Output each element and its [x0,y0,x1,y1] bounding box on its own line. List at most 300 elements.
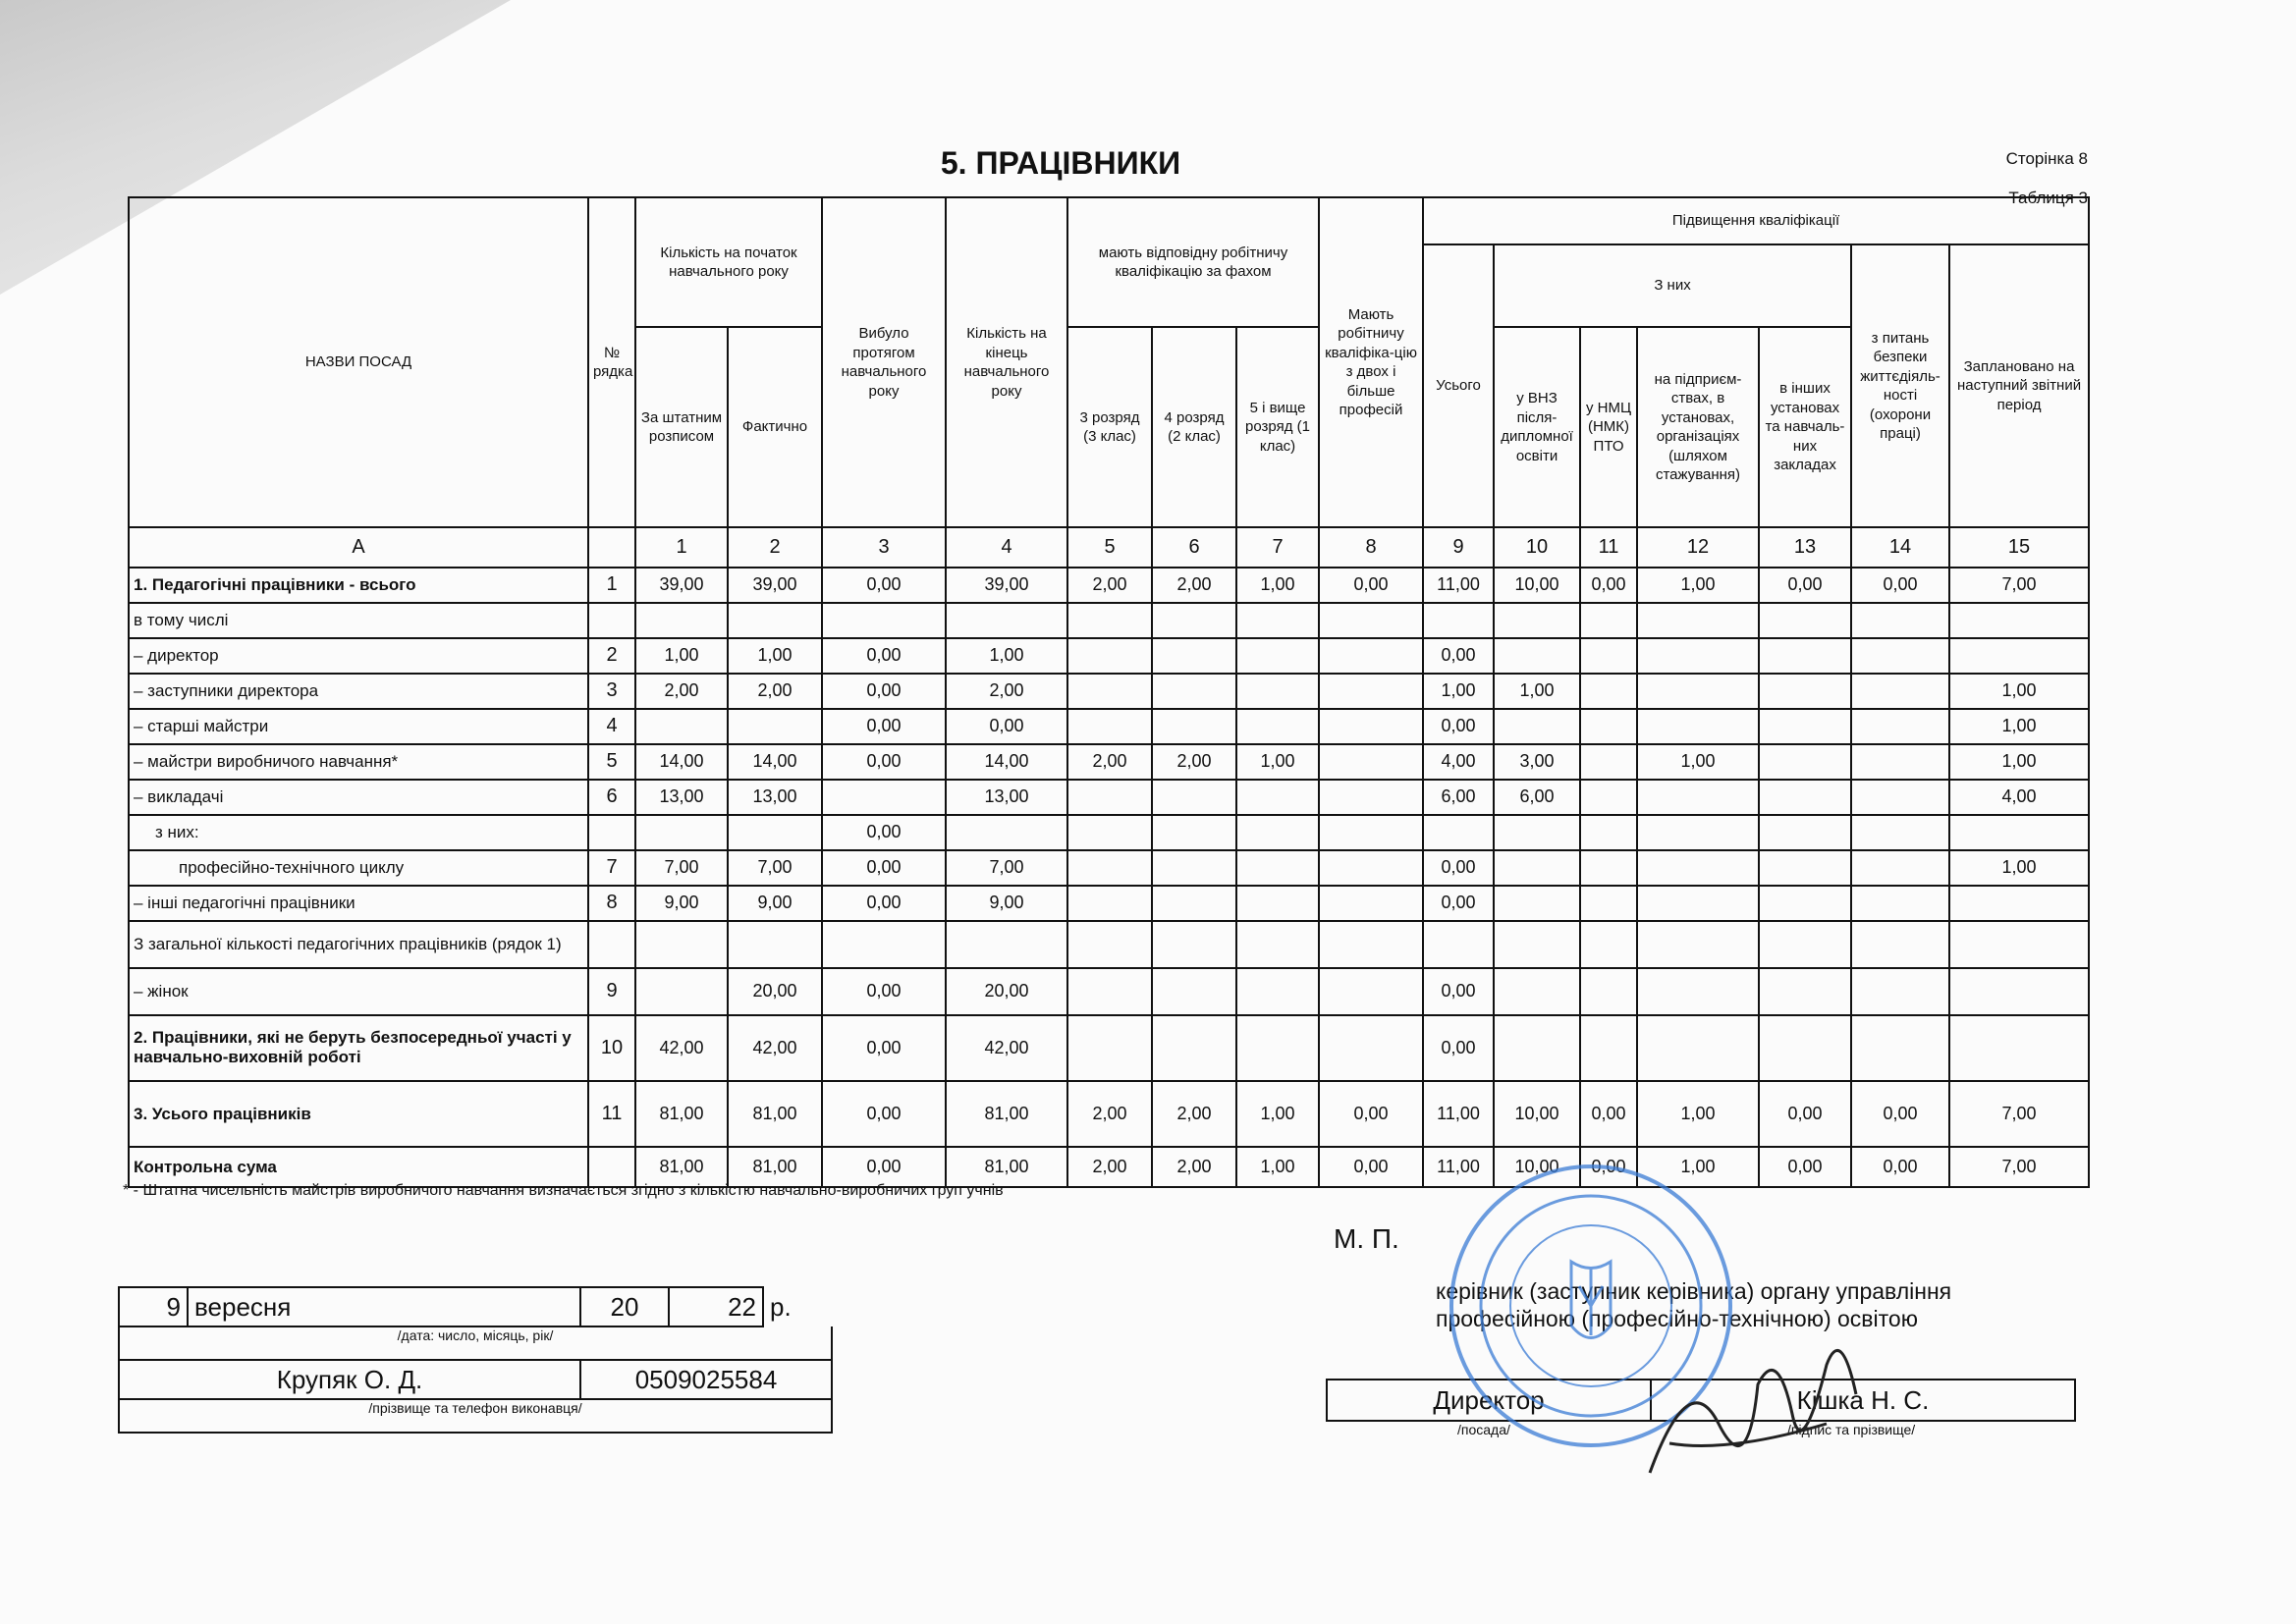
executor-phone: 0509025584 [580,1360,832,1399]
row-label: 1. Педагогічні працівники - всього [129,568,588,603]
value-cell [1494,886,1580,921]
header-safety: з питань безпеки життєдіяль-ності (охорони праці) [1851,244,1949,527]
value-cell: 6,00 [1494,780,1580,815]
row-number: 9 [588,968,635,1015]
value-cell [1236,674,1319,709]
value-cell: 7,00 [1949,1147,2089,1187]
value-cell: 0,00 [1423,968,1494,1015]
value-cell [1580,603,1637,638]
column-number-cell: 4 [946,527,1067,568]
value-cell: 0,00 [822,1015,946,1081]
value-cell [1494,603,1580,638]
value-cell [1067,603,1152,638]
row-number [588,815,635,850]
value-cell [1319,815,1423,850]
value-cell: 0,00 [1759,1147,1851,1187]
value-cell: 14,00 [946,744,1067,780]
date-year-mark: р. [770,1291,792,1322]
header-vnz: у ВНЗ після-дипломної освіти [1494,327,1580,527]
value-cell [1319,921,1423,968]
value-cell: 6,00 [1423,780,1494,815]
row-label: професійно-технічного циклу [129,850,588,886]
value-cell: 0,00 [822,1081,946,1147]
header-multi-profession: Мають робітничу кваліфіка-цію з двох і більше професій [1319,197,1423,527]
value-cell [1152,603,1236,638]
value-cell [1494,815,1580,850]
value-cell [635,921,728,968]
value-cell [1152,968,1236,1015]
value-cell: 81,00 [946,1147,1067,1187]
value-cell: 2,00 [1067,744,1152,780]
table-row [129,921,2089,968]
date-caption: /дата: число, місяць, рік/ [119,1326,832,1360]
value-cell: 1,00 [1949,709,2089,744]
value-cell [1494,638,1580,674]
value-cell [1067,674,1152,709]
head-title-line-2: професійною (професійно-технічною) освітою [1436,1306,1918,1331]
value-cell [1637,1015,1759,1081]
row-number: 3 [588,674,635,709]
value-cell: 20,00 [946,968,1067,1015]
value-cell [1236,638,1319,674]
value-cell: 39,00 [946,568,1067,603]
value-cell [1851,638,1949,674]
value-cell: 2,00 [728,674,822,709]
value-cell: 0,00 [1759,1081,1851,1147]
value-cell: 0,00 [1423,638,1494,674]
value-cell [635,815,728,850]
value-cell [946,815,1067,850]
value-cell: 0,00 [1423,850,1494,886]
value-cell: 13,00 [946,780,1067,815]
value-cell: 1,00 [1423,674,1494,709]
value-cell: 0,00 [1319,1081,1423,1147]
row-number: 10 [588,1015,635,1081]
value-cell: 0,00 [1423,1015,1494,1081]
value-cell [1494,1015,1580,1081]
value-cell: 2,00 [1067,568,1152,603]
date-year-prefix: 20 [580,1287,669,1326]
value-cell [1851,850,1949,886]
value-cell: 0,00 [822,744,946,780]
table-row [129,674,2089,709]
column-number-cell: 7 [1236,527,1319,568]
value-cell [635,603,728,638]
value-cell [1319,968,1423,1015]
row-label: 2. Працівники, які не беруть безпосередньої участі у навчально-виховній роботі [129,1015,588,1081]
executor-name: Крупяк О. Д. [119,1360,580,1399]
value-cell [1637,968,1759,1015]
value-cell: 0,00 [822,886,946,921]
value-cell: 11,00 [1423,568,1494,603]
handwritten-signature-icon [1630,1306,1886,1502]
column-number-cell: 1 [635,527,728,568]
column-number-cell: 8 [1319,527,1423,568]
value-cell [1423,921,1494,968]
value-cell [1637,674,1759,709]
value-cell: 81,00 [728,1081,822,1147]
table-number: Таблиця 3 [2008,189,2088,207]
value-cell [1236,850,1319,886]
column-number-cell: 9 [1423,527,1494,568]
table-row [129,603,2089,638]
value-cell: 1,00 [1949,850,2089,886]
column-number-cell: 11 [1580,527,1637,568]
table-row [129,886,2089,921]
value-cell: 2,00 [1152,568,1236,603]
table-row [129,780,2089,815]
value-cell: 81,00 [635,1081,728,1147]
value-cell [1152,921,1236,968]
header-grade-5: 5 і вище розряд (1 клас) [1236,327,1319,527]
value-cell: 2,00 [635,674,728,709]
value-cell [1759,603,1851,638]
value-cell: 2,00 [1067,1081,1152,1147]
value-cell [1580,674,1637,709]
value-cell: 2,00 [1152,1081,1236,1147]
value-cell [1580,709,1637,744]
value-cell [1319,638,1423,674]
value-cell: 10,00 [1494,568,1580,603]
value-cell: 0,00 [822,1147,946,1187]
value-cell [1637,780,1759,815]
row-label: з них: [129,815,588,850]
value-cell [1851,744,1949,780]
value-cell: 0,00 [1580,1081,1637,1147]
value-cell [1637,815,1759,850]
stamp-place-label: М. П. [1334,1223,1399,1254]
value-cell [1759,780,1851,815]
header-of-them: З них [1494,244,1851,327]
row-label: – інші педагогічні працівники [129,886,588,921]
value-cell [1759,709,1851,744]
value-cell [1152,638,1236,674]
table-row [129,744,2089,780]
value-cell: 2,00 [946,674,1067,709]
value-cell [1851,968,1949,1015]
column-number-cell: 14 [1851,527,1949,568]
value-cell: 1,00 [946,638,1067,674]
header-left: Вибуло протягом навчального року [822,197,946,527]
value-cell [1067,638,1152,674]
value-cell: 39,00 [728,568,822,603]
value-cell [1067,968,1152,1015]
row-label: – заступники директора [129,674,588,709]
value-cell [1236,815,1319,850]
row-label: Контрольна сума [129,1147,588,1187]
value-cell: 42,00 [946,1015,1067,1081]
column-number-cell: 13 [1759,527,1851,568]
row-number [588,1147,635,1187]
value-cell [1236,603,1319,638]
value-cell: 81,00 [946,1081,1067,1147]
value-cell: 20,00 [728,968,822,1015]
value-cell [1236,921,1319,968]
value-cell: 9,00 [635,886,728,921]
row-label: – старші майстри [129,709,588,744]
column-number-cell: 2 [728,527,822,568]
value-cell: 3,00 [1494,744,1580,780]
value-cell: 2,00 [1152,1147,1236,1187]
value-cell: 0,00 [1319,568,1423,603]
value-cell [1637,638,1759,674]
value-cell: 39,00 [635,568,728,603]
value-cell [946,603,1067,638]
row-label: З загальної кількості педагогічних працівників (рядок 1) [129,921,588,968]
value-cell [1759,850,1851,886]
value-cell [1851,1015,1949,1081]
value-cell [1580,638,1637,674]
value-cell [1949,968,2089,1015]
header-row-number: № рядка [588,197,635,527]
value-cell [1580,780,1637,815]
value-cell [635,709,728,744]
value-cell: 2,00 [1152,744,1236,780]
value-cell: 0,00 [822,815,946,850]
date-executor-block [118,1286,833,1434]
value-cell [1319,780,1423,815]
value-cell [946,921,1067,968]
value-cell [1319,744,1423,780]
value-cell: 0,00 [822,968,946,1015]
row-number: 11 [588,1081,635,1147]
date-month: вересня [188,1287,580,1326]
header-actual: Фактично [728,327,822,527]
column-number-cell: 15 [1949,527,2089,568]
column-number-cell: 6 [1152,527,1236,568]
value-cell: 1,00 [1949,744,2089,780]
header-training: Підвищення кваліфікації [1423,197,2089,244]
value-cell [822,921,946,968]
row-number: 1 [588,568,635,603]
value-cell: 1,00 [1236,744,1319,780]
column-number-cell [588,527,635,568]
value-cell [1067,815,1152,850]
table-row [129,850,2089,886]
value-cell [822,603,946,638]
value-cell [1851,886,1949,921]
row-label: – викладачі [129,780,588,815]
value-cell [822,780,946,815]
value-cell [1494,850,1580,886]
header-staff: За штатним розписом [635,327,728,527]
value-cell [1580,886,1637,921]
column-number-cell: А [129,527,588,568]
value-cell [1637,850,1759,886]
value-cell [1637,603,1759,638]
value-cell [1949,603,2089,638]
value-cell [1851,921,1949,968]
row-number: 4 [588,709,635,744]
value-cell: 1,00 [1637,568,1759,603]
value-cell [1949,815,2089,850]
name-caption: /підпис та прізвище/ [1787,1422,1916,1437]
value-cell [1580,968,1637,1015]
row-number: 6 [588,780,635,815]
value-cell: 0,00 [1423,886,1494,921]
value-cell: 14,00 [635,744,728,780]
value-cell [1067,1015,1152,1081]
column-number-cell: 10 [1494,527,1580,568]
value-cell [1949,921,2089,968]
value-cell [1949,638,2089,674]
value-cell: 1,00 [1236,1147,1319,1187]
date-year-suffix: 22 [669,1287,763,1326]
signer-position: Директор [1327,1380,1651,1421]
value-cell: 42,00 [728,1015,822,1081]
column-number-cell: 5 [1067,527,1152,568]
value-cell: 1,00 [1494,674,1580,709]
value-cell: 9,00 [728,886,822,921]
value-cell: 1,00 [1949,674,2089,709]
value-cell: 7,00 [728,850,822,886]
header-enterprises: на підприєм-ствах, в установах, організаціях (шляхом стажування) [1637,327,1759,527]
value-cell: 9,00 [946,886,1067,921]
header-names: НАЗВИ ПОСАД [129,197,588,527]
value-cell [1637,886,1759,921]
value-cell: 1,00 [1637,744,1759,780]
value-cell [1152,886,1236,921]
value-cell [1494,921,1580,968]
value-cell [728,603,822,638]
value-cell: 0,00 [1580,1147,1637,1187]
value-cell: 0,00 [1851,1081,1949,1147]
value-cell: 0,00 [1851,1147,1949,1187]
value-cell: 7,00 [635,850,728,886]
value-cell [728,709,822,744]
value-cell [1637,921,1759,968]
value-cell [1152,674,1236,709]
value-cell [1580,850,1637,886]
value-cell [1851,674,1949,709]
value-cell [1759,815,1851,850]
value-cell: 0,00 [822,709,946,744]
value-cell: 0,00 [1423,709,1494,744]
row-number: 8 [588,886,635,921]
header-nmc: у НМЦ (НМК) ПТО [1580,327,1637,527]
value-cell [1319,709,1423,744]
value-cell [1759,744,1851,780]
row-label: – жінок [129,968,588,1015]
value-cell: 1,00 [728,638,822,674]
value-cell: 0,00 [1580,568,1637,603]
value-cell: 1,00 [1236,1081,1319,1147]
value-cell: 7,00 [946,850,1067,886]
table-row [129,968,2089,1015]
value-cell [1851,709,1949,744]
value-cell: 13,00 [728,780,822,815]
value-cell: 42,00 [635,1015,728,1081]
value-cell [1152,815,1236,850]
value-cell [1236,709,1319,744]
table-row [129,709,2089,744]
row-number [588,603,635,638]
value-cell: 10,00 [1494,1147,1580,1187]
value-cell [1067,850,1152,886]
header-qualification: мають відповідну робітничу кваліфікацію за фахом [1067,197,1319,327]
column-number-cell: 3 [822,527,946,568]
value-cell [728,815,822,850]
value-cell: 0,00 [822,568,946,603]
value-cell [1949,886,2089,921]
value-cell [1851,780,1949,815]
value-cell [1236,780,1319,815]
header-grade-3: 3 розряд (3 клас) [1067,327,1152,527]
header-planned: Заплановано на наступний звітний період [1949,244,2089,527]
table-row [129,815,2089,850]
value-cell: 4,00 [1949,780,2089,815]
row-number: 2 [588,638,635,674]
value-cell [1423,603,1494,638]
value-cell: 7,00 [1949,1081,2089,1147]
value-cell [1423,815,1494,850]
column-number-cell: 12 [1637,527,1759,568]
header-count-end: Кількість на кінець навчального року [946,197,1067,527]
value-cell: 10,00 [1494,1081,1580,1147]
value-cell: 1,00 [1637,1081,1759,1147]
value-cell [1494,709,1580,744]
value-cell [1067,886,1152,921]
value-cell: 7,00 [1949,568,2089,603]
value-cell [1759,1015,1851,1081]
value-cell [1580,815,1637,850]
value-cell [1759,921,1851,968]
row-number: 7 [588,850,635,886]
position-caption: /посада/ [1457,1422,1510,1437]
value-cell: 0,00 [1759,568,1851,603]
value-cell [1236,968,1319,1015]
head-title-line-1: керівник (заступник керівника) органу управління [1436,1278,1952,1304]
value-cell [1580,1015,1637,1081]
header-training-total: Усього [1423,244,1494,527]
value-cell [1319,886,1423,921]
value-cell: 0,00 [946,709,1067,744]
value-cell: 81,00 [728,1147,822,1187]
row-number: 5 [588,744,635,780]
value-cell [1236,886,1319,921]
value-cell [1236,1015,1319,1081]
value-cell [1319,603,1423,638]
row-label: 3. Усього працівників [129,1081,588,1147]
value-cell [1580,744,1637,780]
value-cell: 1,00 [1236,568,1319,603]
signer-name: Кішка Н. С. [1651,1380,2075,1421]
value-cell [1851,603,1949,638]
value-cell [1152,850,1236,886]
value-cell [1759,638,1851,674]
row-label: в тому числі [129,603,588,638]
page-title: 5. ПРАЦІВНИКИ [940,145,1181,181]
value-cell [1152,709,1236,744]
header-grade-4: 4 розряд (2 клас) [1152,327,1236,527]
value-cell: 0,00 [1851,568,1949,603]
footnote: * - Штатна чисельність майстрів виробничого навчання визначається згідно з кількістю навчально-виробничих груп учнів [123,1182,1004,1199]
value-cell [1637,709,1759,744]
value-cell [1152,780,1236,815]
table-row [129,1147,2089,1187]
value-cell [1319,850,1423,886]
value-cell: 14,00 [728,744,822,780]
value-cell: 0,00 [822,674,946,709]
value-cell [1067,709,1152,744]
value-cell [1580,921,1637,968]
value-cell: 0,00 [1319,1147,1423,1187]
value-cell [1759,968,1851,1015]
value-cell: 2,00 [1067,1147,1152,1187]
value-cell [1319,674,1423,709]
value-cell: 1,00 [1637,1147,1759,1187]
value-cell [1494,968,1580,1015]
